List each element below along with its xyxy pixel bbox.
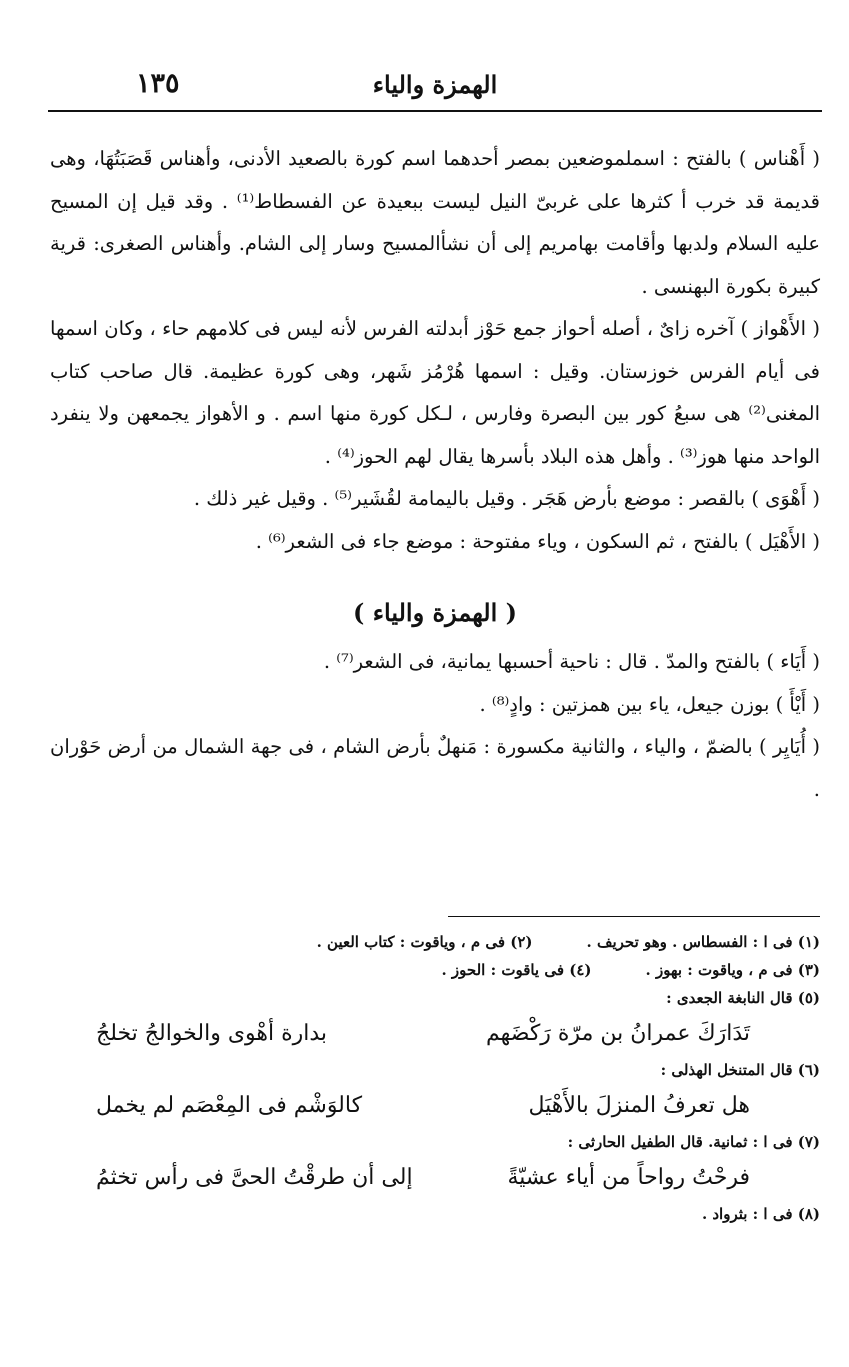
verse-hemistich-second: إلى أن طرقْتُ الحىَّ فى رأس تخثمُ	[96, 1165, 413, 1190]
section-heading: ( الهمزة والياء )	[353, 598, 517, 627]
verse-hemistich-second: بدارة أهْوى والخوالجُ تخلجُ	[96, 1021, 328, 1046]
entry-ayayir: ( أُيَايِر ) بالضمّ ، والياء ، والثانية مكسورة : مَنهلٌ بأرض الشام ، فى جهة الشمال من أرض حَوْران .	[50, 735, 820, 801]
entry-ahwaz: ( الأَهْواز ) آخره زاىٌ ، أصله أحواز جمع حَوْز أبدلته الفرس لأنه ليس فى كلامهم حاء ، وكان اسمها فى أيام الفرس خوزستان. وقيل : اسمها هُرْمُز شَهر، وهى كورة عظيمة. قال صاحب كتاب المغنى⁽²⁾ هى سبعُ كور بين البصرة وفارس ، لـكل كورة منها اسم . و الأهواز يجمعهن ولا ينفرد الواحد منها هوز⁽³⁾ . وأهل هذه البلاد بأسرها يقال لهم الحوز⁽⁴⁾ .	[50, 317, 820, 468]
entry-ayaa: ( أَيَاء ) بالفتح والمدّ . قال : ناحية أحسبها يمانية، فى الشعر⁽⁷⁾ .	[323, 650, 820, 673]
verse-line	[50, 1084, 820, 1128]
footnote-8: (٨) فى ا : بثرواد .	[701, 1205, 820, 1223]
footnote-3: (٣) فى م ، وياقوت : بهوز .	[645, 961, 820, 979]
verse-hemistich-first: فرحْتُ رواحاً من أياء عشيّةً	[507, 1165, 750, 1190]
entry-ahyal: ( الأَهْيَل ) بالفتح ، ثم السكون ، وياء مفتوحة : موضع جاء فى الشعر⁽⁶⁾ .	[255, 529, 820, 553]
header-rule	[48, 110, 822, 112]
entry-ahnas: ( أَهْناس ) بالفتح : اسملموضعين بمصر أحدهما اسم كورة بالصعيد الأدنى، وأهناس قَصَبَتُهَا، وهى قديمة قد خرب أ كثرها على غربىّ النيل ليست ببعيدة عن الفسطاط⁽¹⁾ . وقد قيل إن المسيح عليه السلام ولدبها وأقامت بهامريم إلى أن نشأالمسيح وسار إلى الشام. وأهناس الصغرى: قرية كبيرة بكورة البهنسى .	[50, 147, 820, 298]
verse-line	[50, 1012, 820, 1056]
page-number: ١٣٥	[136, 68, 180, 99]
footnote-2: (٢) فى م ، وياقوت : كتاب العين .	[316, 933, 533, 951]
footnotes	[50, 928, 820, 1228]
main-text	[50, 138, 820, 811]
footnote-rule	[448, 916, 820, 917]
verse-hemistich-second: كالوَشْم فى المِعْصَم لم يخمل	[96, 1093, 363, 1118]
footnote-5: (٥) قال النابغة الجعدى :	[666, 989, 820, 1007]
footnote-1: (١) فى ا : الفسطاس . وهو تحريف .	[586, 933, 820, 951]
verse-hemistich-first: تَدَارَكَ عمرانُ بن مرّة رَكْضَهم	[485, 1021, 750, 1046]
running-header	[50, 66, 820, 106]
footnote-4: (٤) فى ياقوت : الحوز .	[441, 961, 592, 979]
footnote-6: (٦) قال المتنخل الهذلى :	[660, 1061, 820, 1079]
verse-line	[50, 1156, 820, 1200]
running-title: الهمزة والياء	[372, 70, 498, 99]
entry-ahwa: ( أَهْوَى ) بالقصر : موضع بأرض هَجَر . وقيل باليمامة لقُشَير⁽⁵⁾ . وقيل غير ذلك .	[193, 487, 820, 510]
verse-hemistich-first: هل تعرفُ المنزلَ بالأَهْيَل	[528, 1093, 750, 1118]
footnote-row	[50, 956, 820, 984]
footnote-7: (٧) فى ا : ثمانية. قال الطفيل الحارثى :	[567, 1133, 820, 1151]
footnote-row	[50, 928, 820, 956]
entry-aya: ( أَيْأَ ) بوزن جيعل، ياء بين همزتين : وادٍ⁽⁸⁾ .	[479, 692, 820, 716]
